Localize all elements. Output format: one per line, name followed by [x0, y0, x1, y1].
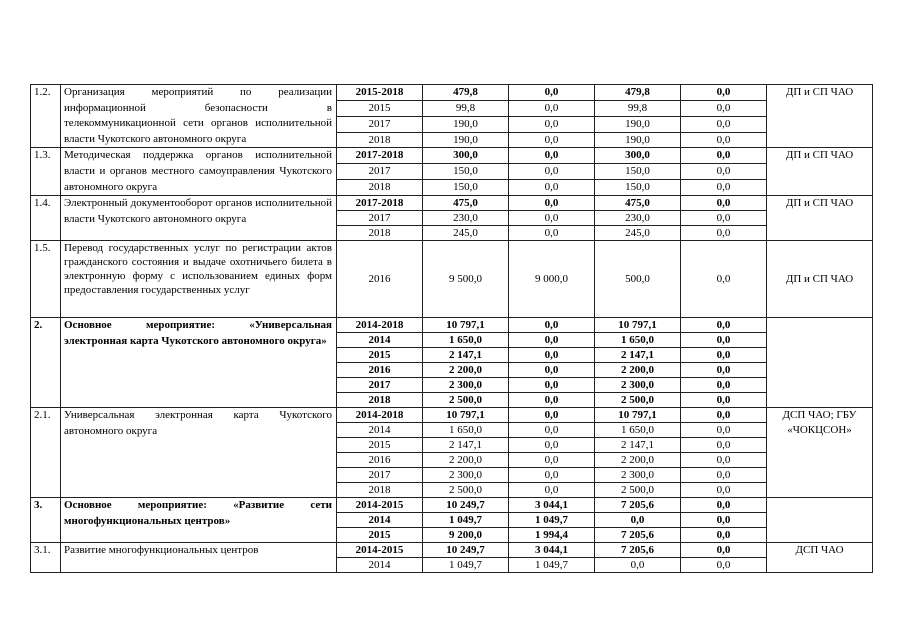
other-sources-cell: 0,0 — [681, 164, 767, 180]
federal-budget-cell: 0,0 — [509, 483, 595, 498]
year-cell: 2018 — [337, 132, 423, 148]
okrug-budget-cell: 230,0 — [595, 211, 681, 226]
okrug-budget-cell: 245,0 — [595, 226, 681, 241]
total-cell: 1 650,0 — [423, 333, 509, 348]
year-cell: 2014 — [337, 333, 423, 348]
year-cell: 2017-2018 — [337, 196, 423, 211]
federal-budget-cell: 0,0 — [509, 333, 595, 348]
other-sources-cell: 0,0 — [681, 363, 767, 378]
okrug-budget-cell: 500,0 — [595, 241, 681, 318]
other-sources-cell: 0,0 — [681, 438, 767, 453]
year-cell: 2017 — [337, 164, 423, 180]
total-cell: 2 500,0 — [423, 483, 509, 498]
okrug-budget-cell: 7 205,6 — [595, 528, 681, 543]
federal-budget-cell: 0,0 — [509, 423, 595, 438]
total-cell: 10 249,7 — [423, 498, 509, 513]
federal-budget-cell: 9 000,0 — [509, 241, 595, 318]
total-cell: 9 200,0 — [423, 528, 509, 543]
other-sources-cell: 0,0 — [681, 483, 767, 498]
federal-budget-cell: 0,0 — [509, 180, 595, 196]
responsible-executor: ДСП ЧАО — [767, 543, 873, 573]
federal-budget-cell: 0,0 — [509, 363, 595, 378]
okrug-budget-cell: 0,0 — [595, 558, 681, 573]
year-cell: 2018 — [337, 393, 423, 408]
federal-budget-cell: 0,0 — [509, 408, 595, 423]
item-number: 1.5. — [31, 241, 61, 318]
okrug-budget-cell: 2 200,0 — [595, 453, 681, 468]
year-cell: 2018 — [337, 226, 423, 241]
federal-budget-cell: 0,0 — [509, 453, 595, 468]
okrug-budget-cell: 2 300,0 — [595, 468, 681, 483]
okrug-budget-cell: 150,0 — [595, 164, 681, 180]
other-sources-cell: 0,0 — [681, 558, 767, 573]
okrug-budget-cell: 2 200,0 — [595, 363, 681, 378]
year-cell: 2015 — [337, 528, 423, 543]
total-cell: 150,0 — [423, 164, 509, 180]
responsible-executor: ДСП ЧАО; ГБУ «ЧОКЦСОН» — [767, 408, 873, 498]
federal-budget-cell: 0,0 — [509, 378, 595, 393]
item-number: 1.2. — [31, 85, 61, 148]
year-cell: 2014 — [337, 513, 423, 528]
item-description: Развитие многофункциональных центров — [61, 543, 337, 573]
federal-budget-cell: 0,0 — [509, 132, 595, 148]
table-row — [31, 408, 873, 423]
responsible-executor: ДП и СП ЧАО — [767, 241, 873, 318]
okrug-budget-cell: 2 500,0 — [595, 393, 681, 408]
total-cell: 2 300,0 — [423, 468, 509, 483]
other-sources-cell: 0,0 — [681, 180, 767, 196]
total-cell: 10 249,7 — [423, 543, 509, 558]
okrug-budget-cell: 0,0 — [595, 513, 681, 528]
total-cell: 2 200,0 — [423, 363, 509, 378]
other-sources-cell: 0,0 — [681, 241, 767, 318]
table-row — [31, 543, 873, 558]
other-sources-cell: 0,0 — [681, 513, 767, 528]
responsible-executor: ДП и СП ЧАО — [767, 85, 873, 148]
total-cell: 9 500,0 — [423, 241, 509, 318]
okrug-budget-cell: 300,0 — [595, 148, 681, 164]
year-cell: 2018 — [337, 180, 423, 196]
item-number: 3.1. — [31, 543, 61, 573]
okrug-budget-cell: 2 147,1 — [595, 438, 681, 453]
item-number: 2. — [31, 318, 61, 408]
federal-budget-cell: 0,0 — [509, 100, 595, 116]
total-cell: 479,8 — [423, 85, 509, 101]
total-cell: 10 797,1 — [423, 318, 509, 333]
okrug-budget-cell: 10 797,1 — [595, 318, 681, 333]
total-cell: 190,0 — [423, 132, 509, 148]
year-cell: 2014-2018 — [337, 318, 423, 333]
other-sources-cell: 0,0 — [681, 85, 767, 101]
item-description: Универсальная электронная карта Чукотского автономного округа — [61, 408, 337, 498]
federal-budget-cell: 0,0 — [509, 211, 595, 226]
federal-budget-cell: 0,0 — [509, 318, 595, 333]
table-row — [31, 318, 873, 333]
year-cell: 2014-2015 — [337, 543, 423, 558]
total-cell: 2 300,0 — [423, 378, 509, 393]
okrug-budget-cell: 475,0 — [595, 196, 681, 211]
federal-budget-cell: 1 049,7 — [509, 513, 595, 528]
year-cell: 2016 — [337, 453, 423, 468]
other-sources-cell: 0,0 — [681, 378, 767, 393]
total-cell: 2 147,1 — [423, 348, 509, 363]
okrug-budget-cell: 150,0 — [595, 180, 681, 196]
federal-budget-cell: 0,0 — [509, 196, 595, 211]
table-row — [31, 85, 873, 101]
federal-budget-cell: 0,0 — [509, 393, 595, 408]
year-cell: 2014 — [337, 423, 423, 438]
item-description: Основное мероприятие: «Развитие сети многофункциональных центров» — [61, 498, 337, 543]
total-cell: 2 200,0 — [423, 453, 509, 468]
other-sources-cell: 0,0 — [681, 348, 767, 363]
year-cell: 2016 — [337, 241, 423, 318]
responsible-executor: ДП и СП ЧАО — [767, 196, 873, 241]
other-sources-cell: 0,0 — [681, 100, 767, 116]
federal-budget-cell: 0,0 — [509, 164, 595, 180]
table-row — [31, 241, 873, 318]
other-sources-cell: 0,0 — [681, 333, 767, 348]
other-sources-cell: 0,0 — [681, 393, 767, 408]
other-sources-cell: 0,0 — [681, 528, 767, 543]
total-cell: 10 797,1 — [423, 408, 509, 423]
total-cell: 475,0 — [423, 196, 509, 211]
table-row — [31, 498, 873, 513]
federal-budget-cell: 0,0 — [509, 85, 595, 101]
item-number: 1.4. — [31, 196, 61, 241]
federal-budget-cell: 1 049,7 — [509, 558, 595, 573]
year-cell: 2015-2018 — [337, 85, 423, 101]
okrug-budget-cell: 7 205,6 — [595, 543, 681, 558]
okrug-budget-cell: 1 650,0 — [595, 333, 681, 348]
year-cell: 2017-2018 — [337, 148, 423, 164]
item-number: 3. — [31, 498, 61, 543]
total-cell: 190,0 — [423, 116, 509, 132]
year-cell: 2017 — [337, 211, 423, 226]
item-number: 1.3. — [31, 148, 61, 196]
item-description: Организация мероприятий по реализации информационной безопасности в телекоммуникационной сети органов исполнительной власти Чукотского автономного округа — [61, 85, 337, 148]
other-sources-cell: 0,0 — [681, 468, 767, 483]
okrug-budget-cell: 190,0 — [595, 132, 681, 148]
federal-budget-cell: 0,0 — [509, 438, 595, 453]
federal-budget-cell: 0,0 — [509, 348, 595, 363]
other-sources-cell: 0,0 — [681, 318, 767, 333]
program-funding-table — [30, 84, 873, 573]
federal-budget-cell: 1 994,4 — [509, 528, 595, 543]
federal-budget-cell: 0,0 — [509, 226, 595, 241]
year-cell: 2014-2015 — [337, 498, 423, 513]
year-cell: 2016 — [337, 363, 423, 378]
responsible-executor — [767, 498, 873, 543]
other-sources-cell: 0,0 — [681, 148, 767, 164]
item-description: Методическая поддержка органов исполнительной власти и органов местного самоуправления Чукотского автономного округа — [61, 148, 337, 196]
other-sources-cell: 0,0 — [681, 543, 767, 558]
year-cell: 2015 — [337, 348, 423, 363]
item-number: 2.1. — [31, 408, 61, 498]
year-cell: 2017 — [337, 468, 423, 483]
item-description: Электронный документооборот органов исполнительной власти Чукотского автономного округа — [61, 196, 337, 241]
other-sources-cell: 0,0 — [681, 196, 767, 211]
okrug-budget-cell: 479,8 — [595, 85, 681, 101]
year-cell: 2018 — [337, 483, 423, 498]
federal-budget-cell: 0,0 — [509, 468, 595, 483]
total-cell: 300,0 — [423, 148, 509, 164]
total-cell: 1 049,7 — [423, 558, 509, 573]
year-cell: 2014-2018 — [337, 408, 423, 423]
okrug-budget-cell: 99,8 — [595, 100, 681, 116]
year-cell: 2014 — [337, 558, 423, 573]
other-sources-cell: 0,0 — [681, 423, 767, 438]
table-row — [31, 148, 873, 164]
total-cell: 99,8 — [423, 100, 509, 116]
federal-budget-cell: 3 044,1 — [509, 543, 595, 558]
federal-budget-cell: 0,0 — [509, 148, 595, 164]
total-cell: 1 650,0 — [423, 423, 509, 438]
table-row — [31, 196, 873, 211]
item-description: Перевод государственных услуг по регистрации актов гражданского состояния и выдаче охотничьего билета в электронную форму с использованием единых форм предоставления государственных услуг — [61, 241, 337, 318]
total-cell: 2 500,0 — [423, 393, 509, 408]
year-cell: 2015 — [337, 438, 423, 453]
okrug-budget-cell: 1 650,0 — [595, 423, 681, 438]
document-page — [30, 84, 873, 573]
year-cell: 2017 — [337, 116, 423, 132]
responsible-executor: ДП и СП ЧАО — [767, 148, 873, 196]
okrug-budget-cell: 2 500,0 — [595, 483, 681, 498]
responsible-executor — [767, 318, 873, 408]
total-cell: 150,0 — [423, 180, 509, 196]
other-sources-cell: 0,0 — [681, 498, 767, 513]
other-sources-cell: 0,0 — [681, 453, 767, 468]
okrug-budget-cell: 7 205,6 — [595, 498, 681, 513]
okrug-budget-cell: 10 797,1 — [595, 408, 681, 423]
year-cell: 2017 — [337, 378, 423, 393]
total-cell: 230,0 — [423, 211, 509, 226]
other-sources-cell: 0,0 — [681, 211, 767, 226]
federal-budget-cell: 0,0 — [509, 116, 595, 132]
federal-budget-cell: 3 044,1 — [509, 498, 595, 513]
total-cell: 2 147,1 — [423, 438, 509, 453]
item-description: Основное мероприятие: «Универсальная электронная карта Чукотского автономного округа» — [61, 318, 337, 408]
okrug-budget-cell: 2 147,1 — [595, 348, 681, 363]
total-cell: 245,0 — [423, 226, 509, 241]
okrug-budget-cell: 2 300,0 — [595, 378, 681, 393]
other-sources-cell: 0,0 — [681, 116, 767, 132]
other-sources-cell: 0,0 — [681, 226, 767, 241]
other-sources-cell: 0,0 — [681, 408, 767, 423]
year-cell: 2015 — [337, 100, 423, 116]
total-cell: 1 049,7 — [423, 513, 509, 528]
other-sources-cell: 0,0 — [681, 132, 767, 148]
okrug-budget-cell: 190,0 — [595, 116, 681, 132]
